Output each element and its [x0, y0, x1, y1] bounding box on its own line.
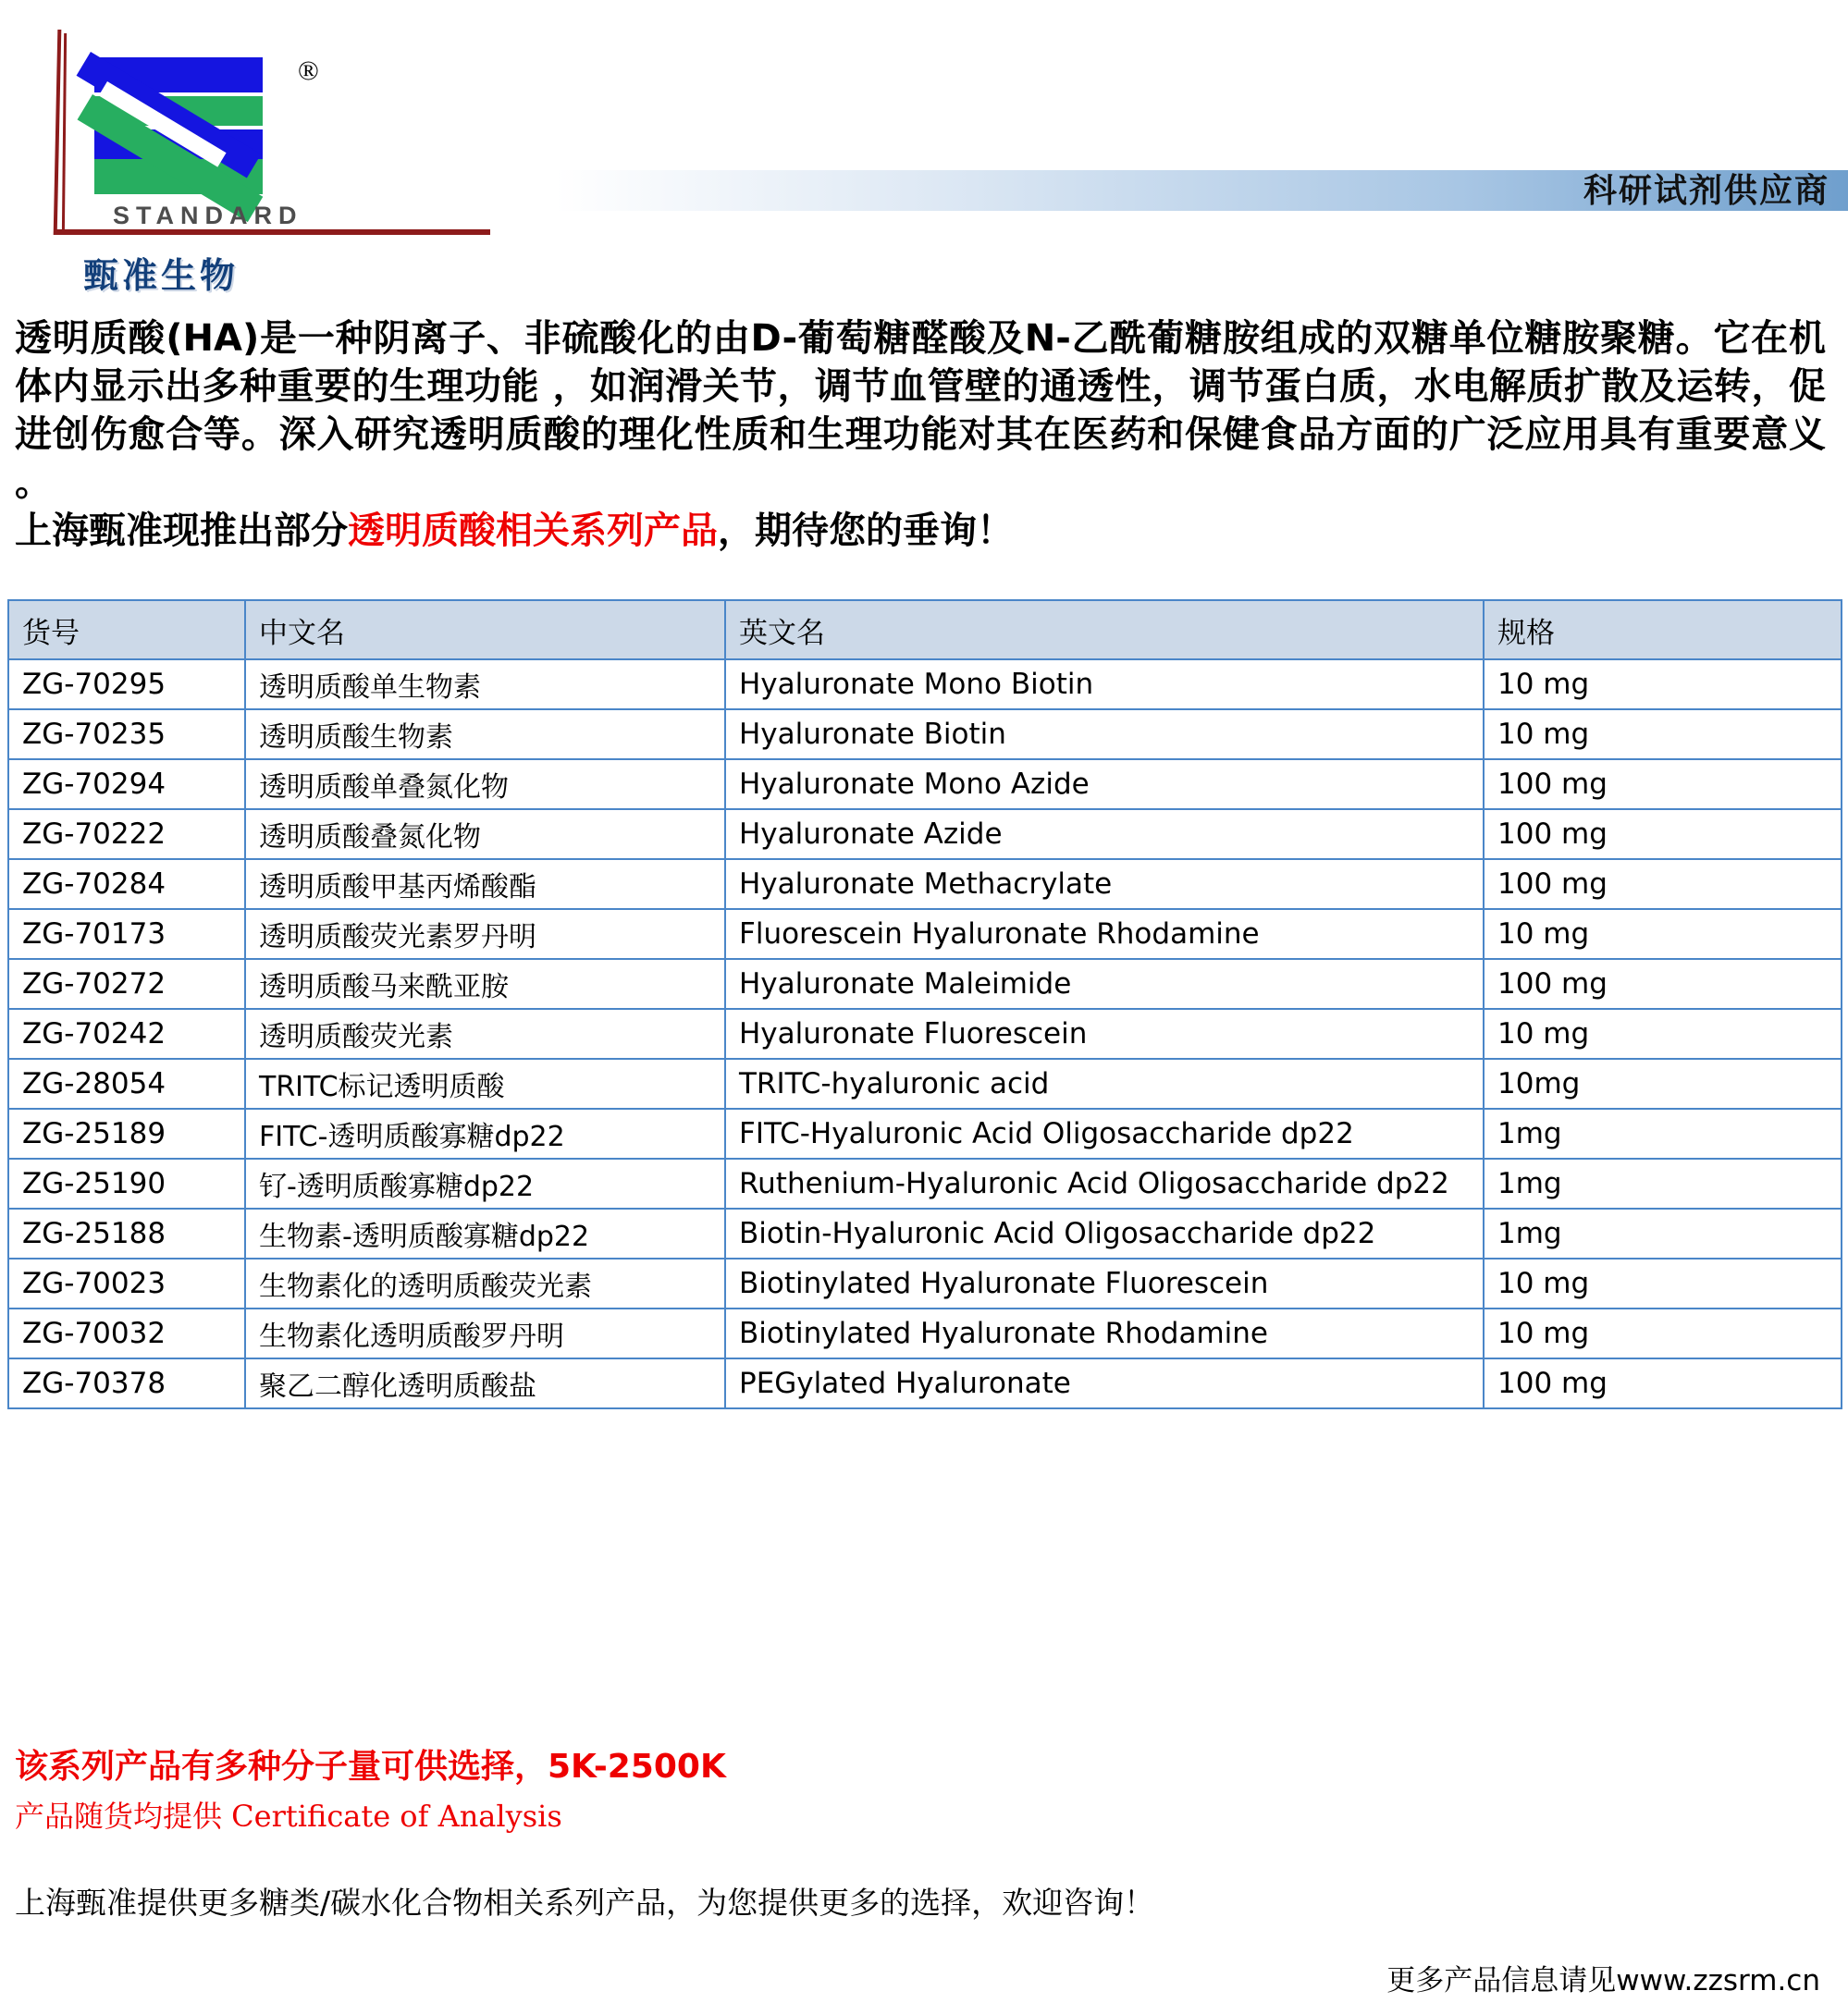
- cell-product-spec: 100 mg: [1484, 859, 1842, 909]
- logo-company-name-cn: 甄准生物: [83, 257, 240, 296]
- cell-product-name-en: PEGylated Hyaluronate: [725, 1358, 1484, 1408]
- table-header-row: [8, 600, 1842, 659]
- intro-highlight-prefix: 上海甄准现推出部分: [15, 510, 348, 552]
- logo-wordmark-en: STANDARD: [113, 202, 303, 229]
- cell-product-spec: 1mg: [1484, 1109, 1842, 1159]
- table-row: [8, 709, 1842, 759]
- cell-product-spec: 10 mg: [1484, 659, 1842, 709]
- cell-product-code: ZG-70235: [8, 709, 245, 759]
- cell-product-code: ZG-70378: [8, 1358, 245, 1408]
- cell-product-name-cn: 透明质酸单叠氮化物: [245, 759, 725, 809]
- cell-product-name-en: Hyaluronate Maleimide: [725, 959, 1484, 1009]
- table-row: [8, 759, 1842, 809]
- cell-product-name-cn: 透明质酸甲基丙烯酸酯: [245, 859, 725, 909]
- cell-product-name-cn: 生物素化透明质酸罗丹明: [245, 1309, 725, 1358]
- cell-product-code: ZG-70294: [8, 759, 245, 809]
- intro-section: [15, 314, 1826, 555]
- cell-product-code: ZG-70272: [8, 959, 245, 1009]
- cell-product-name-cn: 透明质酸马来酰亚胺: [245, 959, 725, 1009]
- cell-product-spec: 100 mg: [1484, 759, 1842, 809]
- page-header: [0, 0, 1848, 296]
- table-row: [8, 959, 1842, 1009]
- table-row: [8, 1259, 1842, 1309]
- cell-product-code: ZG-25189: [8, 1109, 245, 1159]
- registered-trademark-icon: ®: [298, 55, 319, 86]
- cell-product-name-cn: 透明质酸单生物素: [245, 659, 725, 709]
- header-banner: [555, 170, 1848, 211]
- footer-molecular-weight-note: 该系列产品有多种分子量可供选择，5K-2500K: [15, 1748, 726, 1786]
- column-header-spec: 规格: [1484, 600, 1842, 659]
- table-row: [8, 809, 1842, 859]
- cell-product-spec: 10mg: [1484, 1059, 1842, 1109]
- cell-product-spec: 1mg: [1484, 1159, 1842, 1209]
- cell-product-name-cn: 生物素化的透明质酸荧光素: [245, 1259, 725, 1309]
- cell-product-spec: 10 mg: [1484, 1009, 1842, 1059]
- cell-product-name-en: TRITC-hyaluronic acid: [725, 1059, 1484, 1109]
- cell-product-name-en: Hyaluronate Methacrylate: [725, 859, 1484, 909]
- cell-product-code: ZG-70023: [8, 1259, 245, 1309]
- footer-more-products-note: 上海甄准提供更多糖类/碳水化合物相关系列产品，为您提供更多的选择，欢迎咨询！: [15, 1885, 1155, 1921]
- cell-product-name-en: Hyaluronate Mono Azide: [725, 759, 1484, 809]
- cell-product-code: ZG-70284: [8, 859, 245, 909]
- footer-coa-note: 产品随货均提供 Certificate of Analysis: [15, 1799, 562, 1834]
- intro-highlight-line: [15, 507, 1826, 555]
- table-row: [8, 1109, 1842, 1159]
- table-body: [8, 659, 1842, 1408]
- footer-website-line: 更多产品信息请见www.zzsrm.cn: [1386, 1964, 1820, 1997]
- cell-product-name-cn: TRITC标记透明质酸: [245, 1059, 725, 1109]
- cell-product-code: ZG-70242: [8, 1009, 245, 1059]
- table-row: [8, 859, 1842, 909]
- logo-pole-stroke-right: [62, 33, 67, 235]
- logo-z-icon: [94, 57, 263, 194]
- cell-product-name-en: Biotinylated Hyaluronate Fluorescein: [725, 1259, 1484, 1309]
- cell-product-spec: 10 mg: [1484, 1309, 1842, 1358]
- table-row: [8, 1309, 1842, 1358]
- cell-product-code: ZG-70032: [8, 1309, 245, 1358]
- cell-product-code: ZG-25190: [8, 1159, 245, 1209]
- intro-highlight-red: 透明质酸相关系列产品: [348, 510, 718, 552]
- cell-product-name-cn: 钌-透明质酸寡糖dp22: [245, 1159, 725, 1209]
- intro-highlight-suffix: ，期待您的垂询！: [718, 510, 1014, 552]
- logo-mark: [55, 20, 319, 296]
- table-row: [8, 909, 1842, 959]
- cell-product-name-en: FITC-Hyaluronic Acid Oligosaccharide dp22: [725, 1109, 1484, 1159]
- cell-product-name-en: Hyaluronate Biotin: [725, 709, 1484, 759]
- cell-product-name-cn: 透明质酸生物素: [245, 709, 725, 759]
- header-banner-text: 科研试剂供应商: [1583, 171, 1830, 210]
- cell-product-name-en: Hyaluronate Mono Biotin: [725, 659, 1484, 709]
- cell-product-name-cn: FITC-透明质酸寡糖dp22: [245, 1109, 725, 1159]
- cell-product-code: ZG-70295: [8, 659, 245, 709]
- column-header-en: 英文名: [725, 600, 1484, 659]
- cell-product-name-en: Hyaluronate Fluorescein: [725, 1009, 1484, 1059]
- table-row: [8, 1358, 1842, 1408]
- cell-product-code: ZG-25188: [8, 1209, 245, 1259]
- cell-product-name-en: Hyaluronate Azide: [725, 809, 1484, 859]
- cell-product-code: ZG-70222: [8, 809, 245, 859]
- cell-product-name-en: Ruthenium-Hyaluronic Acid Oligosaccharide dp22: [725, 1159, 1484, 1209]
- intro-paragraph: 透明质酸(HA)是一种阴离子、非硫酸化的由D-葡萄糖醛酸及N-乙酰葡糖胺组成的双糖单位糖胺聚糖。它在机体内显示出多种重要的生理功能 ，如润滑关节，调节血管壁的通透性，调节蛋白质，水电解质扩散及运转，促进创伤愈合等。深入研究透明质酸的理化性质和生理功能对其在医药和保健食品方面的广泛应用具有重要意义 。: [15, 317, 1826, 504]
- logo-pole-stroke-left: [54, 30, 62, 235]
- cell-product-name-en: Fluorescein Hyaluronate Rhodamine: [725, 909, 1484, 959]
- cell-product-spec: 10 mg: [1484, 909, 1842, 959]
- cell-product-name-cn: 生物素-透明质酸寡糖dp22: [245, 1209, 725, 1259]
- column-header-cn: 中文名: [245, 600, 725, 659]
- cell-product-spec: 10 mg: [1484, 709, 1842, 759]
- cell-product-spec: 100 mg: [1484, 959, 1842, 1009]
- cell-product-spec: 1mg: [1484, 1209, 1842, 1259]
- table-row: [8, 659, 1842, 709]
- cell-product-code: ZG-28054: [8, 1059, 245, 1109]
- cell-product-name-cn: 透明质酸荧光素罗丹明: [245, 909, 725, 959]
- cell-product-spec: 100 mg: [1484, 809, 1842, 859]
- cell-product-code: ZG-70173: [8, 909, 245, 959]
- table-row: [8, 1159, 1842, 1209]
- cell-product-name-cn: 透明质酸叠氮化物: [245, 809, 725, 859]
- product-table: [7, 599, 1842, 1409]
- table-row: [8, 1209, 1842, 1259]
- table-row: [8, 1059, 1842, 1109]
- table-row: [8, 1009, 1842, 1059]
- cell-product-spec: 10 mg: [1484, 1259, 1842, 1309]
- column-header-code: 货号: [8, 600, 245, 659]
- company-logo: [35, 20, 553, 296]
- footer-section: [15, 1744, 1833, 2003]
- cell-product-name-en: Biotinylated Hyaluronate Rhodamine: [725, 1309, 1484, 1358]
- cell-product-name-cn: 透明质酸荧光素: [245, 1009, 725, 1059]
- cell-product-name-en: Biotin-Hyaluronic Acid Oligosaccharide dp22: [725, 1209, 1484, 1259]
- cell-product-spec: 100 mg: [1484, 1358, 1842, 1408]
- cell-product-name-cn: 聚乙二醇化透明质酸盐: [245, 1358, 725, 1408]
